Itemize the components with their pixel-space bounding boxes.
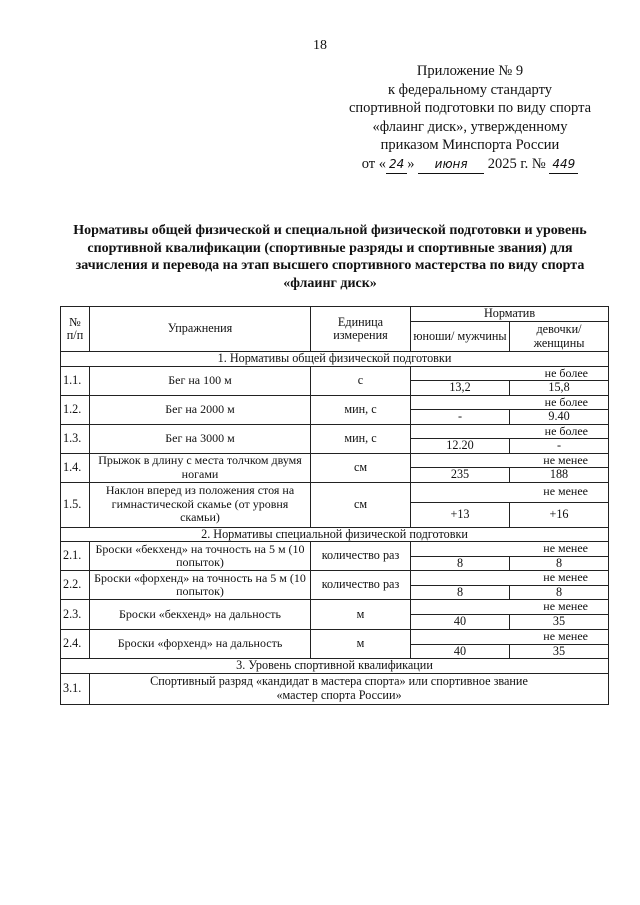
order-number: 449 xyxy=(549,155,578,175)
row-unit: м xyxy=(311,629,411,659)
appendix-line: приказом Минспорта России xyxy=(380,137,560,153)
row-exercise: Наклон вперед из положения стоя на гимнастической скамье (от уровня скамьи) xyxy=(90,482,311,527)
row-female-value: 8 xyxy=(510,585,609,600)
date-prefix: от « xyxy=(361,155,386,172)
row-female-value: +16 xyxy=(510,502,609,527)
row-male-value: 8 xyxy=(411,556,510,571)
row-female-value: 35 xyxy=(510,615,609,630)
row-exercise: Броски «бекхенд» на дальность xyxy=(90,600,311,630)
header-exercise: Упражнения xyxy=(90,307,311,352)
row-condition: не более xyxy=(411,395,609,410)
row-exercise: Бег на 3000 м xyxy=(90,424,311,453)
row-unit: см xyxy=(311,482,411,527)
row-unit: мин, с xyxy=(311,424,411,453)
header-female: девочки/ женщины xyxy=(510,322,609,352)
appendix-block xyxy=(330,62,610,174)
row-female-value: - xyxy=(510,439,609,454)
row-exercise: Прыжок в длину с места толчком двумя ногами xyxy=(90,453,311,482)
row-female-value: 8 xyxy=(510,556,609,571)
section-title: 2. Нормативы специальной физической подготовки xyxy=(61,527,609,542)
page-number: 18 xyxy=(313,38,327,53)
qualification-text: Спортивный разряд «кандидат в мастера спорта» или спортивное звание «мастер спорта России» xyxy=(90,673,609,704)
date-month: июня xyxy=(418,155,484,175)
row-num: 1.5. xyxy=(61,482,90,527)
row-num: 1.2. xyxy=(61,395,90,424)
row-condition: не менее xyxy=(411,542,609,557)
row-exercise: Броски «бекхенд» на точность на 5 м (10 попыток) xyxy=(90,542,311,571)
row-num: 1.1. xyxy=(61,366,90,395)
row-female-value: 35 xyxy=(510,644,609,659)
row-exercise: Броски «форхенд» на точность на 5 м (10 попыток) xyxy=(90,571,311,600)
row-male-value: 40 xyxy=(411,615,510,630)
row-num: 1.4. xyxy=(61,453,90,482)
row-male-value: 8 xyxy=(411,585,510,600)
row-male-value: - xyxy=(411,410,510,425)
row-male-value: 13,2 xyxy=(411,381,510,396)
appendix-date-line xyxy=(330,155,610,175)
header-male: юноши/ мужчины xyxy=(411,322,510,352)
row-condition: не менее xyxy=(411,600,609,615)
row-female-value: 15,8 xyxy=(510,381,609,396)
appendix-line: Приложение № 9 xyxy=(416,63,524,79)
row-condition: не менее xyxy=(411,571,609,586)
row-num: 2.2. xyxy=(61,571,90,600)
date-day: 24 xyxy=(386,155,407,175)
header-num: № п/п xyxy=(61,307,90,352)
row-male-value: 40 xyxy=(411,644,510,659)
norms-table xyxy=(60,306,609,705)
section-title: 1. Нормативы общей физической подготовки xyxy=(61,352,609,367)
row-num: 2.4. xyxy=(61,629,90,659)
date-year: 2025 г. № xyxy=(487,155,546,172)
appendix-line: спортивной подготовки по виду спорта xyxy=(348,100,592,116)
row-condition: не менее xyxy=(411,482,609,502)
row-num: 2.3. xyxy=(61,600,90,630)
row-exercise: Бег на 100 м xyxy=(90,366,311,395)
row-exercise: Бег на 2000 м xyxy=(90,395,311,424)
document-title: Нормативы общей физической и специальной физической подготовки и уровень спортивной квалификации (спортивные разряды и спортивные звания) для зачисления и перевода на этап высшего спортивного мастерства по виду спорта «флаинг диск» xyxy=(73,223,587,291)
appendix-line: к федеральному стандарту xyxy=(388,81,552,98)
row-num: 2.1. xyxy=(61,542,90,571)
row-num: 1.3. xyxy=(61,424,90,453)
row-unit: количество раз xyxy=(311,542,411,571)
row-unit: см xyxy=(311,453,411,482)
row-num: 3.1. xyxy=(61,673,90,704)
section-title: 3. Уровень спортивной квалификации xyxy=(61,659,609,674)
row-male-value: 235 xyxy=(411,468,510,483)
row-unit: м xyxy=(311,600,411,630)
row-unit: мин, с xyxy=(311,395,411,424)
date-mid: » xyxy=(407,155,415,172)
row-male-value: +13 xyxy=(411,502,510,527)
row-condition: не более xyxy=(411,424,609,439)
header-unit: Единица измерения xyxy=(311,307,411,352)
header-norm: Норматив xyxy=(411,307,609,322)
row-female-value: 188 xyxy=(510,468,609,483)
row-male-value: 12.20 xyxy=(411,439,510,454)
row-female-value: 9.40 xyxy=(510,410,609,425)
appendix-line: «флаинг диск», утвержденному xyxy=(372,118,568,135)
row-unit: количество раз xyxy=(311,571,411,600)
row-condition: не менее xyxy=(411,629,609,644)
row-exercise: Броски «форхенд» на дальность xyxy=(90,629,311,659)
row-condition: не менее xyxy=(411,453,609,468)
row-unit: с xyxy=(311,366,411,395)
row-condition: не более xyxy=(411,366,609,381)
